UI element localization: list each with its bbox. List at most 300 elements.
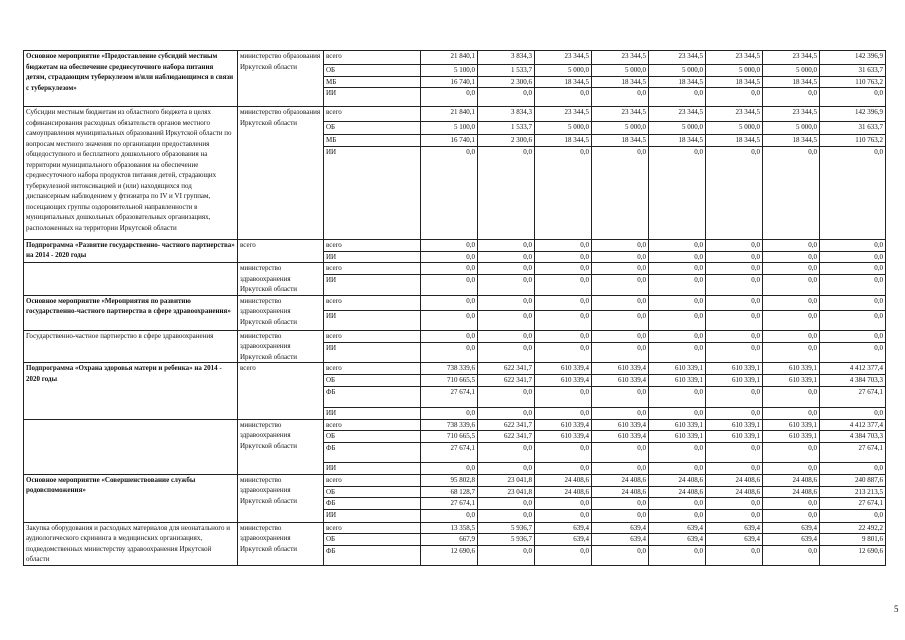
funding-source-cell: ОБ bbox=[324, 122, 421, 135]
year-value-cell: 0,0 bbox=[535, 509, 592, 522]
year-value-cell: 667,9 bbox=[421, 534, 478, 546]
year-value-cell: 0,0 bbox=[649, 275, 706, 295]
year-value-cell: 0,0 bbox=[649, 342, 706, 362]
table-row bbox=[24, 363, 886, 375]
year-value-cell: 0,0 bbox=[706, 386, 763, 407]
year-value-cell: 0,0 bbox=[763, 407, 820, 419]
year-value-cell: 5 000,0 bbox=[592, 122, 649, 135]
year-value-cell: 610 339,1 bbox=[763, 363, 820, 375]
year-value-cell: 5 000,0 bbox=[763, 122, 820, 135]
year-value-cell: 610 339,1 bbox=[706, 431, 763, 443]
table-row bbox=[24, 295, 886, 310]
funding-source-cell: ОБ bbox=[324, 431, 421, 443]
year-value-cell: 610 339,1 bbox=[706, 419, 763, 431]
year-value-cell: 5 000,0 bbox=[535, 65, 592, 77]
year-value-cell: 23 041,8 bbox=[478, 474, 535, 486]
year-value-cell: 710 665,5 bbox=[421, 375, 478, 387]
year-value-cell: 738 339,6 bbox=[421, 363, 478, 375]
year-value-cell: 18 344,5 bbox=[706, 135, 763, 147]
year-value-cell: 27 674,1 bbox=[421, 386, 478, 407]
year-value-cell: 24 408,6 bbox=[535, 486, 592, 498]
total-value-cell: 0,0 bbox=[820, 462, 886, 474]
year-value-cell: 24 408,6 bbox=[649, 486, 706, 498]
executor-cell: министерство здравоохранения Иркутской области bbox=[238, 263, 324, 296]
year-value-cell: 0,0 bbox=[592, 263, 649, 275]
funding-source-cell: ИИ bbox=[324, 310, 421, 330]
year-value-cell: 0,0 bbox=[763, 509, 820, 522]
funding-source-cell: всего bbox=[324, 330, 421, 342]
executor-cell: министерство здравоохранения Иркутской области bbox=[238, 330, 324, 363]
year-value-cell: 639,4 bbox=[706, 522, 763, 534]
year-value-cell: 622 341,7 bbox=[478, 431, 535, 443]
year-value-cell: 13 358,5 bbox=[421, 522, 478, 534]
year-value-cell: 23 344,5 bbox=[649, 107, 706, 122]
year-value-cell: 738 339,6 bbox=[421, 419, 478, 431]
year-value-cell: 610 339,4 bbox=[592, 363, 649, 375]
year-value-cell: 0,0 bbox=[478, 239, 535, 251]
total-value-cell: 0,0 bbox=[820, 88, 886, 107]
total-value-cell: 9 801,6 bbox=[820, 534, 886, 546]
year-value-cell: 24 408,6 bbox=[592, 486, 649, 498]
year-value-cell: 0,0 bbox=[535, 263, 592, 275]
year-value-cell: 0,0 bbox=[649, 310, 706, 330]
year-value-cell: 0,0 bbox=[706, 442, 763, 462]
funding-source-cell: ИИ bbox=[324, 462, 421, 474]
year-value-cell: 0,0 bbox=[535, 310, 592, 330]
year-value-cell: 2 300,6 bbox=[478, 135, 535, 147]
year-value-cell: 610 339,1 bbox=[763, 375, 820, 387]
year-value-cell: 23 344,5 bbox=[535, 51, 592, 65]
year-value-cell: 23 344,5 bbox=[592, 51, 649, 65]
measure-description bbox=[24, 263, 238, 296]
year-value-cell: 0,0 bbox=[706, 509, 763, 522]
measure-description: Подпрограмма «Охрана здоровья матери и ребенка» на 2014 - 2020 годы bbox=[24, 363, 238, 420]
total-value-cell: 0,0 bbox=[820, 342, 886, 362]
year-value-cell: 639,4 bbox=[535, 534, 592, 546]
year-value-cell: 5 000,0 bbox=[592, 65, 649, 77]
year-value-cell: 0,0 bbox=[706, 546, 763, 565]
year-value-cell: 0,0 bbox=[421, 239, 478, 251]
year-value-cell: 610 339,4 bbox=[592, 419, 649, 431]
year-value-cell: 3 834,3 bbox=[478, 51, 535, 65]
year-value-cell: 5 000,0 bbox=[649, 122, 706, 135]
year-value-cell: 639,4 bbox=[763, 534, 820, 546]
year-value-cell: 0,0 bbox=[649, 442, 706, 462]
year-value-cell: 622 341,7 bbox=[478, 363, 535, 375]
funding-source-cell: всего bbox=[324, 263, 421, 275]
year-value-cell: 0,0 bbox=[763, 251, 820, 263]
total-value-cell: 4 384 703,3 bbox=[820, 431, 886, 443]
measure-description: Государственно-частное партнерство в сфере здравоохранения bbox=[24, 330, 238, 363]
year-value-cell: 24 408,6 bbox=[706, 474, 763, 486]
year-value-cell: 0,0 bbox=[706, 330, 763, 342]
total-value-cell: 31 633,7 bbox=[820, 65, 886, 77]
total-value-cell: 213 213,5 bbox=[820, 486, 886, 498]
year-value-cell: 23 344,5 bbox=[535, 107, 592, 122]
executor-cell: всего bbox=[238, 239, 324, 263]
funding-source-cell: ИИ bbox=[324, 251, 421, 263]
year-value-cell: 5 100,0 bbox=[421, 65, 478, 77]
year-value-cell: 0,0 bbox=[592, 442, 649, 462]
funding-source-cell: МБ bbox=[324, 135, 421, 147]
year-value-cell: 0,0 bbox=[763, 342, 820, 362]
year-value-cell: 0,0 bbox=[763, 442, 820, 462]
year-value-cell: 0,0 bbox=[706, 342, 763, 362]
year-value-cell: 0,0 bbox=[649, 146, 706, 239]
year-value-cell: 0,0 bbox=[421, 263, 478, 275]
year-value-cell: 610 339,1 bbox=[763, 431, 820, 443]
funding-source-cell: ОБ bbox=[324, 65, 421, 77]
year-value-cell: 710 665,5 bbox=[421, 431, 478, 443]
year-value-cell: 622 341,7 bbox=[478, 419, 535, 431]
total-value-cell: 0,0 bbox=[820, 310, 886, 330]
year-value-cell: 1 533,7 bbox=[478, 65, 535, 77]
year-value-cell: 0,0 bbox=[478, 546, 535, 565]
year-value-cell: 0,0 bbox=[649, 509, 706, 522]
total-value-cell: 240 887,6 bbox=[820, 474, 886, 486]
year-value-cell: 0,0 bbox=[763, 146, 820, 239]
total-value-cell: 0,0 bbox=[820, 275, 886, 295]
total-value-cell: 0,0 bbox=[820, 509, 886, 522]
measure-description: Основное мероприятие «Предоставление субсидий местным бюджетам на обеспечение среднесуточного набора питания детям, страдающим туберкулезом и/или наблюдающимся в связи с туберкулезом» bbox=[24, 51, 238, 107]
year-value-cell: 1 533,7 bbox=[478, 122, 535, 135]
year-value-cell: 18 344,5 bbox=[535, 135, 592, 147]
funding-source-cell: ИИ bbox=[324, 509, 421, 522]
year-value-cell: 0,0 bbox=[421, 146, 478, 239]
year-value-cell: 0,0 bbox=[421, 275, 478, 295]
year-value-cell: 610 339,1 bbox=[706, 363, 763, 375]
year-value-cell: 0,0 bbox=[592, 251, 649, 263]
year-value-cell: 2 300,6 bbox=[478, 76, 535, 88]
year-value-cell: 639,4 bbox=[535, 522, 592, 534]
financing-table bbox=[23, 50, 886, 566]
year-value-cell: 0,0 bbox=[649, 295, 706, 310]
year-value-cell: 0,0 bbox=[763, 498, 820, 510]
year-value-cell: 5 100,0 bbox=[421, 122, 478, 135]
year-value-cell: 0,0 bbox=[535, 498, 592, 510]
total-value-cell: 0,0 bbox=[820, 263, 886, 275]
year-value-cell: 0,0 bbox=[535, 442, 592, 462]
year-value-cell: 0,0 bbox=[535, 386, 592, 407]
executor-cell: министерство здравоохранения Иркутской области bbox=[238, 419, 324, 474]
total-value-cell: 0,0 bbox=[820, 330, 886, 342]
year-value-cell: 18 344,5 bbox=[649, 135, 706, 147]
total-value-cell: 4 412 377,4 bbox=[820, 363, 886, 375]
year-value-cell: 3 834,3 bbox=[478, 107, 535, 122]
year-value-cell: 0,0 bbox=[478, 146, 535, 239]
year-value-cell: 24 408,6 bbox=[592, 474, 649, 486]
year-value-cell: 16 740,1 bbox=[421, 76, 478, 88]
year-value-cell: 0,0 bbox=[421, 295, 478, 310]
year-value-cell: 16 740,1 bbox=[421, 135, 478, 147]
year-value-cell: 0,0 bbox=[649, 251, 706, 263]
year-value-cell: 0,0 bbox=[706, 295, 763, 310]
year-value-cell: 0,0 bbox=[535, 295, 592, 310]
year-value-cell: 0,0 bbox=[706, 498, 763, 510]
year-value-cell: 18 344,5 bbox=[592, 76, 649, 88]
year-value-cell: 21 840,1 bbox=[421, 51, 478, 65]
year-value-cell: 0,0 bbox=[478, 342, 535, 362]
year-value-cell: 0,0 bbox=[478, 310, 535, 330]
year-value-cell: 0,0 bbox=[706, 407, 763, 419]
funding-source-cell: ОБ bbox=[324, 534, 421, 546]
year-value-cell: 5 000,0 bbox=[706, 65, 763, 77]
year-value-cell: 0,0 bbox=[649, 386, 706, 407]
year-value-cell: 622 341,7 bbox=[478, 375, 535, 387]
year-value-cell: 0,0 bbox=[478, 498, 535, 510]
year-value-cell: 0,0 bbox=[592, 146, 649, 239]
year-value-cell: 24 408,6 bbox=[649, 474, 706, 486]
year-value-cell: 0,0 bbox=[706, 310, 763, 330]
year-value-cell: 0,0 bbox=[478, 509, 535, 522]
funding-source-cell: ФБ bbox=[324, 442, 421, 462]
total-value-cell: 27 674,1 bbox=[820, 498, 886, 510]
funding-source-cell: МБ bbox=[324, 76, 421, 88]
year-value-cell: 24 408,6 bbox=[535, 474, 592, 486]
year-value-cell: 24 408,6 bbox=[763, 486, 820, 498]
year-value-cell: 0,0 bbox=[763, 275, 820, 295]
year-value-cell: 0,0 bbox=[763, 295, 820, 310]
total-value-cell: 0,0 bbox=[820, 251, 886, 263]
year-value-cell: 0,0 bbox=[478, 263, 535, 275]
executor-cell: министерство здравоохранения Иркутской области bbox=[238, 295, 324, 330]
year-value-cell: 0,0 bbox=[649, 88, 706, 107]
year-value-cell: 0,0 bbox=[706, 275, 763, 295]
total-value-cell: 4 384 703,3 bbox=[820, 375, 886, 387]
funding-source-cell: всего bbox=[324, 522, 421, 534]
year-value-cell: 0,0 bbox=[535, 239, 592, 251]
funding-source-cell: всего bbox=[324, 419, 421, 431]
total-value-cell: 22 492,2 bbox=[820, 522, 886, 534]
year-value-cell: 5 000,0 bbox=[706, 122, 763, 135]
year-value-cell: 21 840,1 bbox=[421, 107, 478, 122]
year-value-cell: 639,4 bbox=[763, 522, 820, 534]
year-value-cell: 0,0 bbox=[535, 251, 592, 263]
year-value-cell: 23 344,5 bbox=[706, 51, 763, 65]
year-value-cell: 18 344,5 bbox=[763, 135, 820, 147]
year-value-cell: 5 936,7 bbox=[478, 522, 535, 534]
year-value-cell: 95 802,8 bbox=[421, 474, 478, 486]
year-value-cell: 0,0 bbox=[763, 330, 820, 342]
year-value-cell: 0,0 bbox=[535, 275, 592, 295]
year-value-cell: 5 000,0 bbox=[535, 122, 592, 135]
funding-source-cell: всего bbox=[324, 107, 421, 122]
year-value-cell: 610 339,4 bbox=[592, 431, 649, 443]
year-value-cell: 0,0 bbox=[421, 509, 478, 522]
year-value-cell: 0,0 bbox=[592, 407, 649, 419]
year-value-cell: 0,0 bbox=[706, 239, 763, 251]
year-value-cell: 639,4 bbox=[649, 534, 706, 546]
year-value-cell: 0,0 bbox=[763, 386, 820, 407]
year-value-cell: 0,0 bbox=[535, 330, 592, 342]
year-value-cell: 0,0 bbox=[649, 407, 706, 419]
total-value-cell: 12 690,6 bbox=[820, 546, 886, 565]
year-value-cell: 0,0 bbox=[421, 310, 478, 330]
year-value-cell: 0,0 bbox=[649, 239, 706, 251]
year-value-cell: 0,0 bbox=[535, 88, 592, 107]
executor-cell: всего bbox=[238, 363, 324, 420]
total-value-cell: 4 412 377,4 bbox=[820, 419, 886, 431]
year-value-cell: 610 339,1 bbox=[706, 375, 763, 387]
executor-cell: министерство образования Иркутской области bbox=[238, 51, 324, 107]
measure-description: Закупка оборудования и расходных материалов для неонатального и аудиологического скрининга в медицинских организациях, подведомственных министерству здравоохранения Иркутской области bbox=[24, 522, 238, 565]
year-value-cell: 0,0 bbox=[763, 239, 820, 251]
table-row bbox=[24, 263, 886, 275]
measure-description: Основное мероприятие «Мероприятия по развитию государственно-частного партнерства в сфере здравоохранения» bbox=[24, 295, 238, 330]
total-value-cell: 142 396,9 bbox=[820, 51, 886, 65]
year-value-cell: 0,0 bbox=[592, 342, 649, 362]
executor-cell: министерство здравоохранения Иркутской области bbox=[238, 522, 324, 565]
funding-source-cell: всего bbox=[324, 474, 421, 486]
year-value-cell: 23 344,5 bbox=[763, 107, 820, 122]
table-row bbox=[24, 239, 886, 251]
year-value-cell: 0,0 bbox=[535, 342, 592, 362]
table-row bbox=[24, 474, 886, 486]
year-value-cell: 0,0 bbox=[478, 442, 535, 462]
executor-cell: министерство образования Иркутской области bbox=[238, 107, 324, 240]
total-value-cell: 110 763,2 bbox=[820, 76, 886, 88]
total-value-cell: 27 674,1 bbox=[820, 386, 886, 407]
year-value-cell: 0,0 bbox=[478, 251, 535, 263]
total-value-cell: 110 763,2 bbox=[820, 135, 886, 147]
table-row bbox=[24, 419, 886, 431]
year-value-cell: 0,0 bbox=[478, 462, 535, 474]
measure-description: Подпрограмма «Развитие государственно- частного партнерства» на 2014 - 2020 годы bbox=[24, 239, 238, 263]
funding-source-cell: ФБ bbox=[324, 386, 421, 407]
table-row bbox=[24, 51, 886, 65]
funding-source-cell: всего bbox=[324, 239, 421, 251]
year-value-cell: 27 674,1 bbox=[421, 498, 478, 510]
year-value-cell: 0,0 bbox=[478, 386, 535, 407]
year-value-cell: 0,0 bbox=[421, 462, 478, 474]
year-value-cell: 639,4 bbox=[649, 522, 706, 534]
year-value-cell: 0,0 bbox=[592, 295, 649, 310]
total-value-cell: 0,0 bbox=[820, 407, 886, 419]
year-value-cell: 610 339,1 bbox=[649, 375, 706, 387]
year-value-cell: 610 339,4 bbox=[592, 375, 649, 387]
year-value-cell: 0,0 bbox=[763, 310, 820, 330]
year-value-cell: 0,0 bbox=[592, 275, 649, 295]
total-value-cell: 0,0 bbox=[820, 295, 886, 310]
year-value-cell: 610 339,1 bbox=[763, 419, 820, 431]
year-value-cell: 23 344,5 bbox=[592, 107, 649, 122]
year-value-cell: 0,0 bbox=[421, 407, 478, 419]
year-value-cell: 27 674,1 bbox=[421, 442, 478, 462]
funding-source-cell: ОБ bbox=[324, 486, 421, 498]
year-value-cell: 0,0 bbox=[649, 263, 706, 275]
total-value-cell: 0,0 bbox=[820, 146, 886, 239]
funding-source-cell: ФБ bbox=[324, 546, 421, 565]
year-value-cell: 0,0 bbox=[592, 88, 649, 107]
year-value-cell: 0,0 bbox=[706, 462, 763, 474]
year-value-cell: 0,0 bbox=[592, 239, 649, 251]
funding-source-cell: ОБ bbox=[324, 375, 421, 387]
year-value-cell: 0,0 bbox=[592, 498, 649, 510]
year-value-cell: 18 344,5 bbox=[763, 76, 820, 88]
year-value-cell: 610 339,4 bbox=[535, 419, 592, 431]
year-value-cell: 0,0 bbox=[592, 386, 649, 407]
year-value-cell: 0,0 bbox=[478, 88, 535, 107]
measure-description: Основное мероприятие «Совершенствование службы родовспоможения» bbox=[24, 474, 238, 522]
funding-source-cell: ИИ bbox=[324, 146, 421, 239]
year-value-cell: 0,0 bbox=[706, 88, 763, 107]
year-value-cell: 5 000,0 bbox=[649, 65, 706, 77]
year-value-cell: 23 344,5 bbox=[649, 51, 706, 65]
year-value-cell: 0,0 bbox=[649, 546, 706, 565]
year-value-cell: 0,0 bbox=[763, 263, 820, 275]
year-value-cell: 18 344,5 bbox=[706, 76, 763, 88]
funding-source-cell: всего bbox=[324, 363, 421, 375]
year-value-cell: 23 344,5 bbox=[706, 107, 763, 122]
funding-source-cell: ФБ bbox=[324, 498, 421, 510]
year-value-cell: 0,0 bbox=[535, 407, 592, 419]
year-value-cell: 0,0 bbox=[592, 546, 649, 565]
funding-source-cell: ИИ bbox=[324, 407, 421, 419]
year-value-cell: 18 344,5 bbox=[535, 76, 592, 88]
year-value-cell: 24 408,6 bbox=[706, 486, 763, 498]
year-value-cell: 5 936,7 bbox=[478, 534, 535, 546]
funding-source-cell: ИИ bbox=[324, 342, 421, 362]
year-value-cell: 0,0 bbox=[478, 407, 535, 419]
year-value-cell: 639,4 bbox=[592, 534, 649, 546]
year-value-cell: 0,0 bbox=[763, 88, 820, 107]
year-value-cell: 0,0 bbox=[421, 251, 478, 263]
year-value-cell: 610 339,4 bbox=[535, 431, 592, 443]
year-value-cell: 23 344,5 bbox=[763, 51, 820, 65]
total-value-cell: 0,0 bbox=[820, 239, 886, 251]
year-value-cell: 0,0 bbox=[592, 462, 649, 474]
year-value-cell: 0,0 bbox=[763, 462, 820, 474]
year-value-cell: 0,0 bbox=[421, 330, 478, 342]
funding-source-cell: ИИ bbox=[324, 275, 421, 295]
year-value-cell: 18 344,5 bbox=[592, 135, 649, 147]
year-value-cell: 639,4 bbox=[706, 534, 763, 546]
table-row bbox=[24, 522, 886, 534]
year-value-cell: 18 344,5 bbox=[649, 76, 706, 88]
year-value-cell: 0,0 bbox=[592, 330, 649, 342]
executor-cell: министерство здравоохранения Иркутской области bbox=[238, 474, 324, 522]
total-value-cell: 142 396,9 bbox=[820, 107, 886, 122]
year-value-cell: 0,0 bbox=[649, 498, 706, 510]
total-value-cell: 27 674,1 bbox=[820, 442, 886, 462]
year-value-cell: 0,0 bbox=[535, 546, 592, 565]
year-value-cell: 0,0 bbox=[478, 295, 535, 310]
year-value-cell: 12 690,6 bbox=[421, 546, 478, 565]
measure-description: Субсидии местным бюджетам из областного бюджета в целях софинансирования расходных обязательств органов местного самоуправления муниципальных образований Иркутской области по вопросам местного значения по организации предоставления общедоступного и бесплатного дошкольного образования на территории муниципального образования на обеспечение среднесуточного набора продуктов питания детей, страдающих туберкулезной интоксикацией и (или) находящихся под диспансерным наблюдением у фтизиатра по IV и VI группам, посещающих группы оздоровительной направленности в муниципальных дошкольных образовательных организациях, расположенных на территории Иркутской области bbox=[24, 107, 238, 240]
year-value-cell: 610 339,1 bbox=[649, 363, 706, 375]
year-value-cell: 5 000,0 bbox=[763, 65, 820, 77]
year-value-cell: 0,0 bbox=[649, 462, 706, 474]
year-value-cell: 610 339,4 bbox=[535, 375, 592, 387]
year-value-cell: 0,0 bbox=[706, 251, 763, 263]
year-value-cell: 0,0 bbox=[706, 263, 763, 275]
year-value-cell: 68 128,7 bbox=[421, 486, 478, 498]
year-value-cell: 610 339,1 bbox=[649, 431, 706, 443]
year-value-cell: 0,0 bbox=[592, 509, 649, 522]
year-value-cell: 0,0 bbox=[649, 330, 706, 342]
year-value-cell: 24 408,6 bbox=[763, 474, 820, 486]
year-value-cell: 0,0 bbox=[535, 462, 592, 474]
year-value-cell: 0,0 bbox=[763, 546, 820, 565]
year-value-cell: 0,0 bbox=[421, 342, 478, 362]
year-value-cell: 0,0 bbox=[535, 146, 592, 239]
year-value-cell: 610 339,4 bbox=[535, 363, 592, 375]
year-value-cell: 610 339,1 bbox=[649, 419, 706, 431]
year-value-cell: 0,0 bbox=[706, 146, 763, 239]
funding-source-cell: всего bbox=[324, 51, 421, 65]
funding-source-cell: ИИ bbox=[324, 88, 421, 107]
funding-source-cell: всего bbox=[324, 295, 421, 310]
